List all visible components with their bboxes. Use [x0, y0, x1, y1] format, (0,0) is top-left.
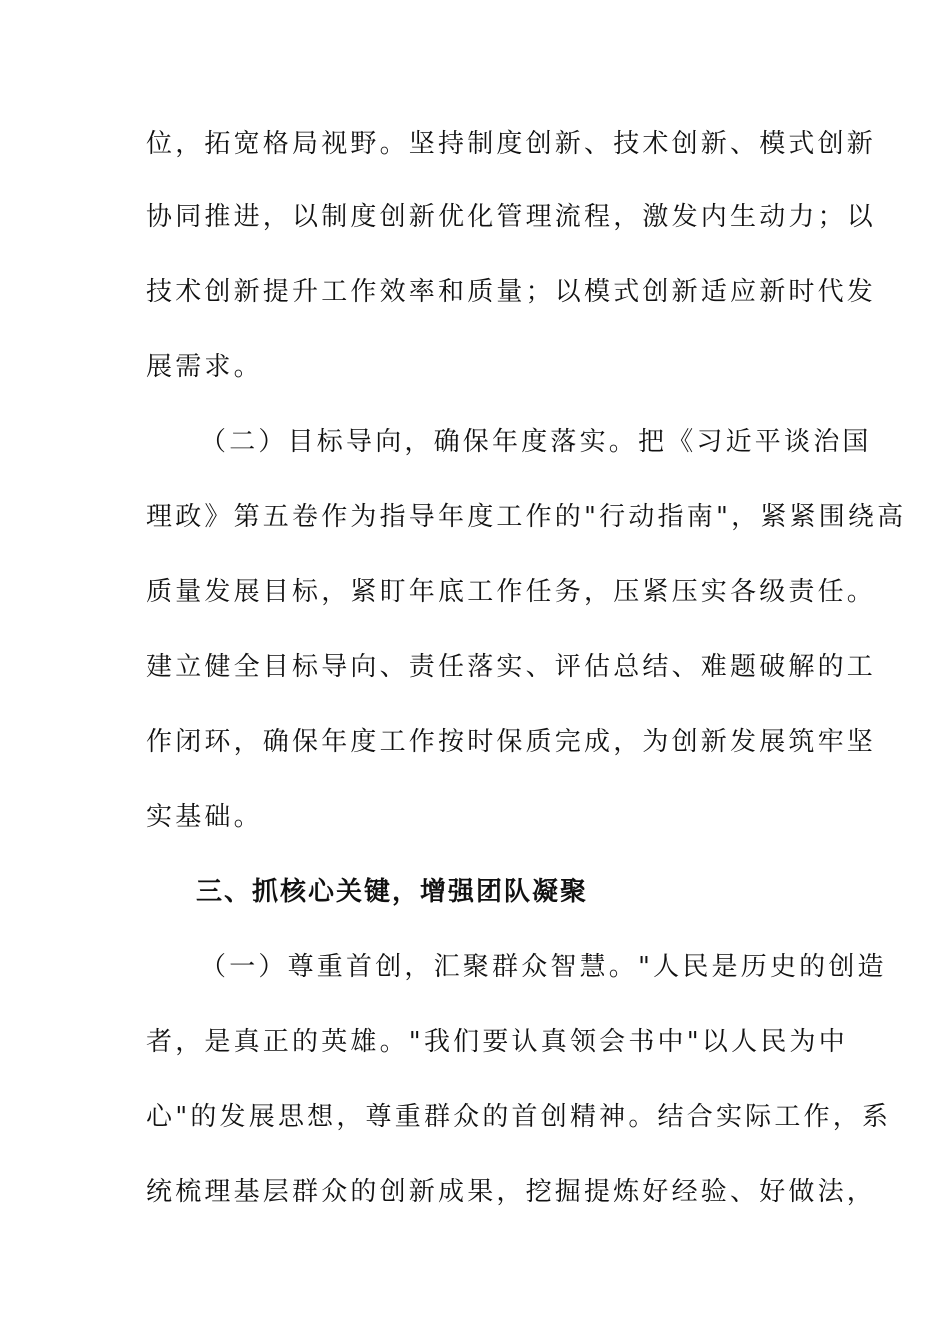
- body-text-line: 心"的发展思想，尊重群众的首创精神。结合实际工作，系: [146, 1102, 892, 1132]
- body-text-line: 建立健全目标导向、责任落实、评估总结、难题破解的工: [146, 652, 877, 682]
- body-text-line: 者，是真正的英雄。"我们要认真领会书中"以人民为中: [146, 1027, 848, 1057]
- section-2-2-title-line: （二）目标导向，确保年度落实。把《习近平谈治国: [200, 427, 872, 457]
- body-text-line: 协同推进，以制度创新优化管理流程，激发内生动力；以: [146, 202, 877, 232]
- body-text-line: 统梳理基层群众的创新成果，挖掘提炼好经验、好做法，: [146, 1177, 877, 1207]
- section-3-1-title-line: （一）尊重首创，汇聚群众智慧。"人民是历史的创造: [200, 952, 887, 982]
- body-text-line: 实基础。: [146, 802, 263, 832]
- section-3-heading: 三、抓核心关键，增强团队凝聚: [196, 877, 589, 907]
- body-text-line: 技术创新提升工作效率和质量；以模式创新适应新时代发: [146, 277, 877, 307]
- body-text-line: 理政》第五卷作为指导年度工作的"行动指南"，紧紧围绕高: [146, 502, 907, 532]
- body-text-line: 作闭环，确保年度工作按时保质完成，为创新发展筑牢坚: [146, 727, 877, 757]
- body-text-line: 质量发展目标，紧盯年底工作任务，压紧压实各级责任。: [146, 577, 877, 607]
- body-text-line: 展需求。: [146, 352, 263, 382]
- body-text-line: 位，拓宽格局视野。坚持制度创新、技术创新、模式创新: [146, 129, 877, 159]
